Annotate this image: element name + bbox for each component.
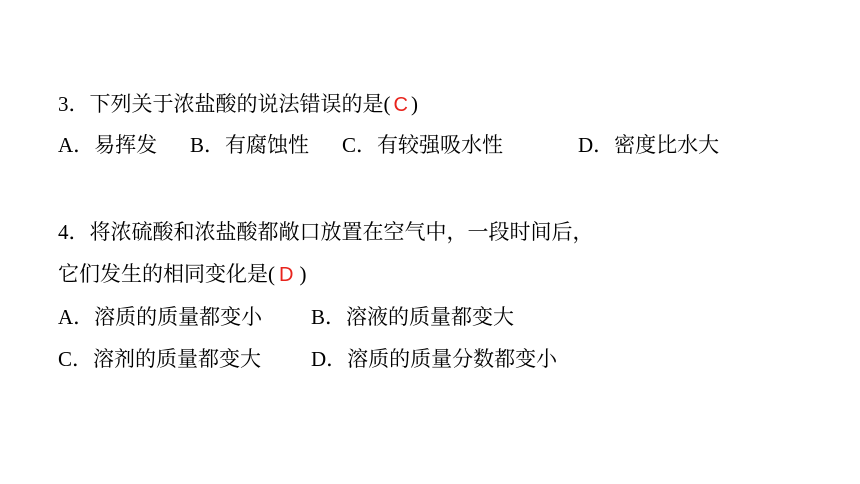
question-3-close-paren: ) [410, 92, 418, 116]
question-4-option-b: B．溶液的质量都变大 [311, 305, 515, 329]
question-3-option-b: B．有腐蚀性 [190, 133, 310, 157]
question-4-stem-line-2 [58, 260, 306, 289]
question-4-options-row-1 [58, 303, 514, 331]
question-4-option-c: C．溶剂的质量都变大 [58, 347, 262, 371]
question-3-stem [58, 90, 418, 119]
question-3-option-a: A．易挥发 [58, 133, 158, 157]
question-4-option-d: D．溶质的质量分数都变小 [311, 347, 558, 371]
question-4-close-paren: ) [299, 262, 307, 286]
question-4-answer: D [279, 264, 294, 286]
question-3-option-c: C．有较强吸水性 [342, 133, 504, 157]
question-3-options [58, 131, 719, 159]
question-3-answer: C [393, 94, 408, 116]
question-4-text-line-2: 它们发生的相同变化是( [58, 262, 275, 286]
question-3-text: 3．下列关于浓盐酸的说法错误的是( [58, 92, 391, 116]
question-4-text-line-1: 4．将浓硫酸和浓盐酸都敞口放置在空气中，一段时间后， [58, 220, 594, 244]
question-4-stem-line-1 [58, 218, 594, 246]
question-3-option-d: D．密度比水大 [578, 133, 720, 157]
question-4-option-a: A．溶质的质量都变小 [58, 305, 263, 329]
question-4-options-row-2 [58, 345, 557, 373]
